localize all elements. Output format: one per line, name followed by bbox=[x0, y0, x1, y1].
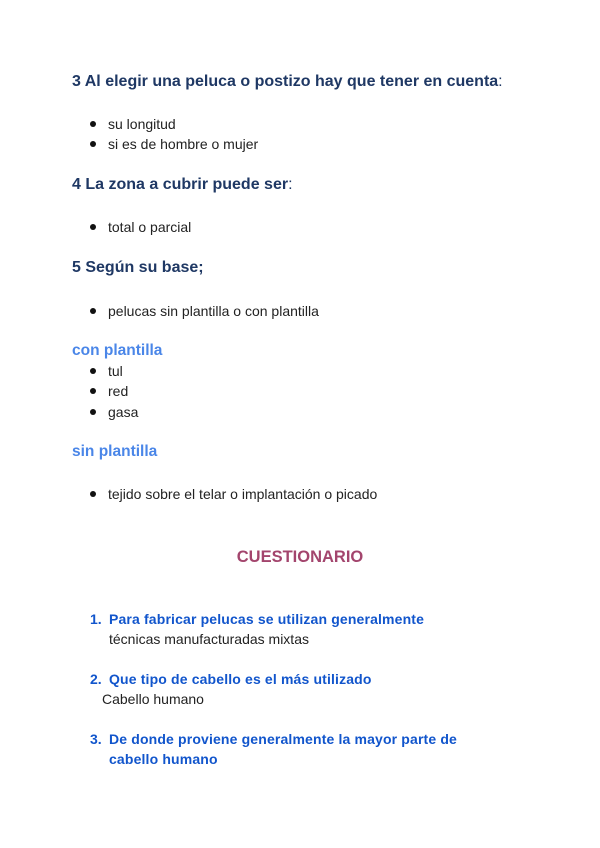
cuestionario-title: CUESTIONARIO bbox=[236, 548, 364, 566]
sin-plantilla-heading: sin plantilla bbox=[72, 443, 158, 460]
list-item-text: su longitud bbox=[108, 116, 176, 132]
list-item-text: gasa bbox=[108, 404, 139, 420]
question-text-continued: cabello humano bbox=[109, 751, 218, 767]
section-3-heading-colon: : bbox=[498, 73, 503, 90]
section-4-heading bbox=[72, 176, 293, 194]
bullet-icon bbox=[90, 308, 96, 314]
bullet-icon bbox=[90, 121, 96, 127]
question-number: 2. bbox=[90, 671, 102, 687]
bullet-icon bbox=[90, 141, 96, 147]
bullet-icon bbox=[90, 409, 96, 415]
bullet-icon bbox=[90, 224, 96, 230]
answer-text: Cabello humano bbox=[102, 691, 204, 707]
list-item-text: si es de hombre o mujer bbox=[108, 136, 259, 152]
section-4-heading-colon: : bbox=[288, 176, 293, 193]
question-text: Que tipo de cabello es el más utilizado bbox=[109, 671, 372, 687]
list-item-text: tul bbox=[108, 363, 123, 379]
section-5-heading: 5 Según su base; bbox=[72, 259, 204, 276]
question-text: De donde proviene generalmente la mayor parte de bbox=[109, 731, 457, 747]
list-item-text: red bbox=[108, 383, 129, 399]
section-4-heading-text: 4 La zona a cubrir puede ser bbox=[72, 176, 289, 193]
list-item-text: tejido sobre el telar o implantación o picado bbox=[108, 486, 378, 502]
bullet-icon bbox=[90, 388, 96, 394]
question-number: 1. bbox=[90, 611, 102, 627]
bullet-icon bbox=[90, 368, 96, 374]
question-text: Para fabricar pelucas se utilizan generalmente bbox=[109, 611, 425, 627]
list-item-text: pelucas sin plantilla o con plantilla bbox=[108, 303, 319, 319]
question-number: 3. bbox=[90, 731, 102, 747]
bullet-icon bbox=[90, 491, 96, 497]
section-3-heading-text: 3 Al elegir una peluca o postizo hay que tener en cuenta bbox=[72, 73, 499, 90]
answer-text: técnicas manufacturadas mixtas bbox=[109, 631, 309, 647]
con-plantilla-heading: con plantilla bbox=[72, 342, 163, 359]
list-item-text: total o parcial bbox=[108, 219, 192, 235]
section-3-heading bbox=[72, 73, 503, 91]
